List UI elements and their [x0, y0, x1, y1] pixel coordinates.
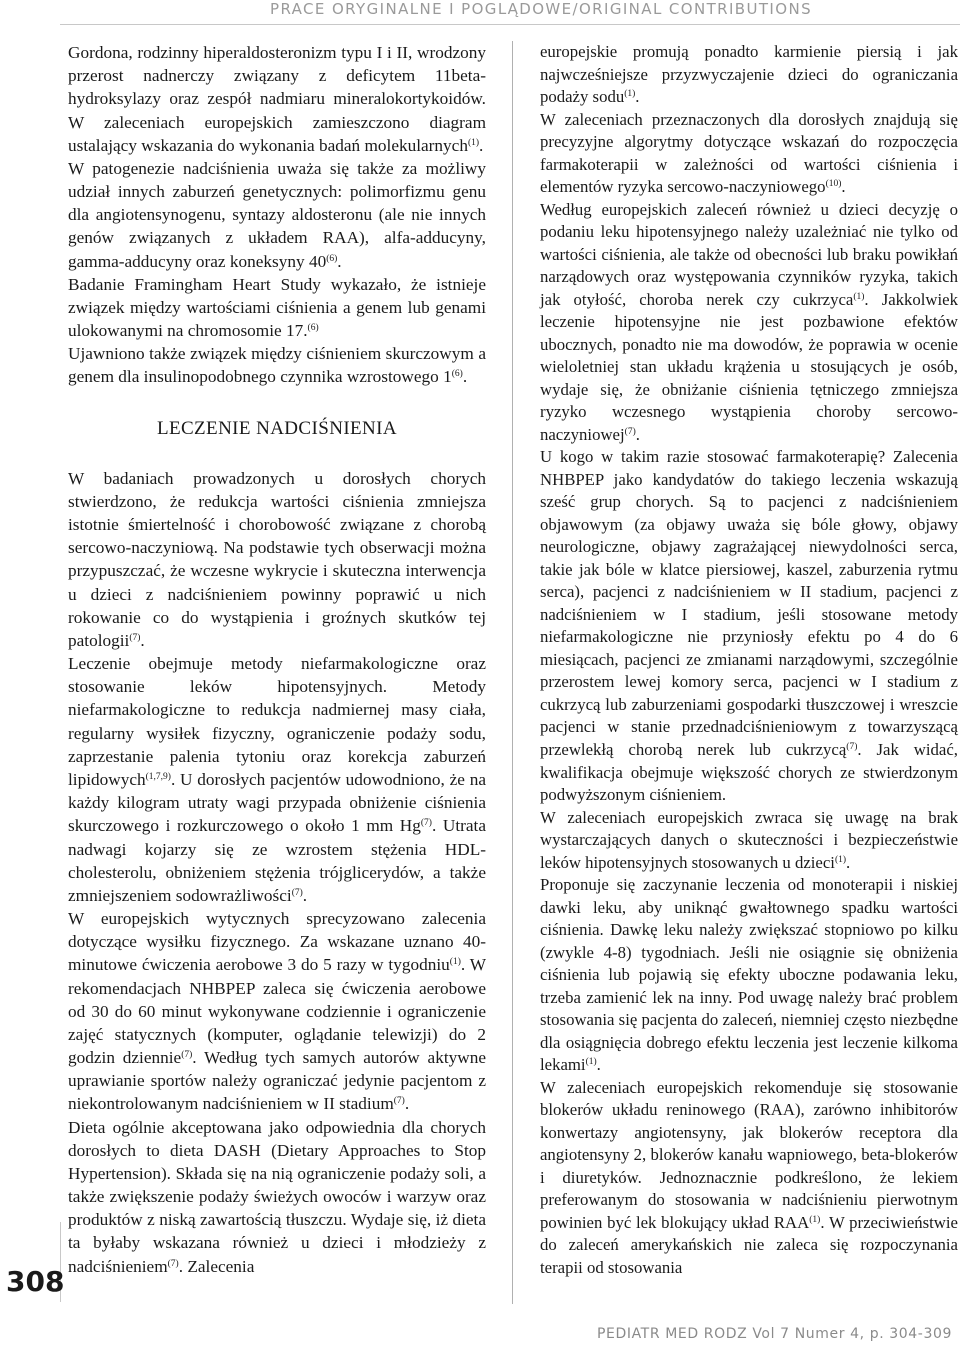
citation-ref: (6) [307, 323, 319, 334]
paragraph-text: . Według tych samych autorów aktywne uprawianie sportów należy ograniczać jedynie pacjentom z niekontrolowanym nadciśnieniem w II stadium [68, 1048, 486, 1114]
paragraph-text: . [140, 630, 145, 650]
citation-ref: (7) [167, 1258, 179, 1269]
body-paragraph [68, 1116, 486, 1278]
paragraph-text: Dieta ogólnie akceptowana jako odpowiednia dla chorych dorosłych to dieta DASH (Dietary Approaches to Stop Hypertension). Składa się na nią ograniczenie podaży soli, a także zwiększenie podaży świeżych owoców i warzyw oraz produktów z niską zawartością tłuszczu. Wydaje się, iż dieta ta byłaby wskazana również u dzieci i młodzieży z nadciśnieniem [68, 1117, 486, 1276]
citation-ref: (10) [825, 179, 842, 190]
paragraph-text: . Zalecenia [178, 1256, 255, 1276]
running-footer: PEDIATR MED RODZ Vol 7 Numer 4, p. 304-309 [597, 1326, 952, 1342]
header-rule [60, 24, 960, 25]
paragraph-text: Leczenie obejmuje metody niefarmakologiczne oraz stosowanie leków hipotensyjnych. Metody niefarmakologiczne to redukcja nadmiernej masy ciała, regularny wysiłek fizyczny, ograniczenie podaży sodu, zaprzestanie palenia tytoniu oraz korekcja zaburzeń lipidowych [68, 654, 486, 789]
column-divider [512, 41, 513, 1304]
paragraph-text: W zaleceniach europejskich zwraca się uwagę na brak wystarczających danych o skuteczności i bezpieczeństwie leków hipotensyjnych stosowanych u dzieci [540, 807, 958, 872]
body-paragraph [68, 467, 486, 652]
paragraph-text: . [596, 1055, 601, 1075]
citation-ref: (7) [291, 887, 303, 898]
left-column-paragraphs [68, 41, 486, 389]
body-paragraph [68, 907, 486, 1116]
citation-ref: (1) [809, 1214, 821, 1225]
page-number: 308 [6, 1265, 65, 1298]
paragraph-text: . Jakkolwiek leczenie hipotensyjne nie jest pozbawione efektów ubocznych, ponadto nie ma dowodów, że poprawia w ocenie wieloletniej stan układu krążenia u stosujących je osób, wydaje się, że obniżanie ciśnienia tętniczego zmniejsza ryzyko wczesnego wystąpienia choroby sercowo-naczyniowej [540, 289, 958, 444]
citation-ref: (1) [585, 1057, 597, 1068]
right-column-paragraphs [540, 41, 958, 1279]
paragraph-text: Ujawniono także związek między ciśnieniem skurczowym a genem dla insulinopodobnego czynnika wzrostowego 1 [68, 344, 486, 387]
citation-ref: (7) [129, 632, 141, 643]
citation-ref: (1) [467, 137, 480, 148]
paragraph-text: . [635, 87, 640, 107]
paragraph-text: . [846, 852, 851, 872]
citation-ref: (7) [420, 818, 432, 829]
citation-ref: (7) [624, 426, 636, 437]
body-paragraph [540, 874, 958, 1077]
citation-ref: (1,7,9) [145, 771, 171, 782]
paragraph-text: . [337, 251, 342, 271]
paragraph-text: europejskie promują ponadto karmienie piersią i jak najwcześniejsze przyzwyczajenie dzieci do ograniczania podaży sodu [540, 42, 958, 107]
paragraph-text: W badaniach prowadzonych u dorosłych chorych stwierdzono, że redukcja wartości ciśnienia zmniejsza istotnie śmiertelność i chorobowość związane z chorobą sercowo-naczyniową. Na podstawie tych obserwacji można przypuszczać, że wczesne wykrycie i skuteczna interwencja u dzieci z nadciśnieniem powinny poprawić u nich rokowanie co do wystąpienia i groźnych skutków tej patologii [68, 468, 486, 650]
paragraph-text: . [841, 177, 846, 197]
body-paragraph [540, 199, 958, 447]
body-paragraph [68, 342, 486, 388]
citation-ref: (6) [451, 369, 463, 380]
paragraph-text: . W rekomendacjach NHBPEP zaleca się ćwiczenia aerobowe od 30 do 60 minut wykonywane codziennie i ograniczenie zajęć statycznych (komputer, oglądanie telewizji) do 2 godzin dziennie [68, 955, 486, 1068]
body-paragraph [540, 1077, 958, 1280]
paragraph-text: Proponuje się zaczynanie leczenia od monoterapii i niskiej dawki leku, aby uniknąć gwałtownego spadku wartości ciśnienia. Dawkę leku należy zwiększać stopniowo po kilku (zwykle 4-8) tygodniach. Jeśli nie osiągnie się obniżenia ciśnienia lub pojawią się efekty uboczne podawania leku, trzeba zamienić lek na inny. Pod uwagę należy brać problem stosowania się pacjenta do zaleceń, niemniej często niezbędne dla osiągnięcia dobrego efektu leczenia jest leczenie kilkoma lekami [540, 875, 958, 1075]
body-paragraph [540, 109, 958, 199]
paragraph-text: W patogenezie nadciśnienia uważa się także za możliwy udział innych zaburzeń genetycznych: polimorfizmu genu dla angiotensynogenu, syntazy aldosteronu (ale nie innych genów związanych z układem RAA), alfa-adducyny, gamma-adducyny oraz koneksyny 40 [68, 158, 486, 271]
left-column [68, 41, 486, 1278]
body-paragraph [540, 807, 958, 875]
running-header: PRACE ORYGINALNE I POGLĄDOWE/ORIGINAL CONTRIBUTIONS [270, 0, 812, 18]
body-paragraph [68, 157, 486, 273]
paragraph-text: . Jak widać, kwalifikacja obejmuje większość chorych ze stwierdzonym podwyższonym ciśnieniem. [540, 739, 958, 805]
citation-ref: (7) [181, 1050, 193, 1061]
citation-ref: (7) [393, 1096, 405, 1107]
paragraph-text: W zaleceniach przeznaczonych dla dorosłych znajdują się precyzyjne algorytmy dotyczące wskazań do rozpoczęcia farmakoterapii w zależności od wartości ciśnienia i elementów ryzyka sercowo-naczyniowego [540, 109, 958, 197]
paragraph-text: . [302, 885, 308, 905]
paragraph-text: . U dorosłych pacjentów udowodniono, że na każdy kilogram utraty wagi przypada obniżenie ciśnienia skurczowego i rozkurczowego o około 1 mm Hg [68, 769, 486, 836]
body-paragraph [68, 273, 486, 343]
paragraph-text: W europejskich wytycznych sprecyzowano zalecenia dotyczące wysiłku fizycznego. Za wskazane uznano 40-minutowe ćwiczenia aerobowe 3 do 5 razy w tygodniu [68, 909, 486, 975]
section-title: LECZENIE NADCIŚNIENIA [156, 417, 398, 439]
body-paragraph [540, 41, 958, 109]
paragraph-text: . [404, 1094, 410, 1114]
citation-ref: (1) [834, 854, 847, 865]
paragraph-text: . W przeciwieństwie do zaleceń amerykańskich nie zaleca się rozpoczynania terapii od stosowania [540, 1212, 958, 1277]
citation-ref: (6) [326, 253, 338, 264]
body-paragraph [68, 41, 486, 157]
paragraph-text: Gordona, rodzinny hiperaldosteronizm typu I i II, wrodzony przerost nadnerczy związany z deficytem 11beta-hydroksylazy oraz zespół nadmiaru mineralokortykoidów. W zaleceniach europejskich zamieszczono diagram ustalający wskazania do wykonania badań molekularnych [68, 43, 486, 155]
body-paragraph [68, 652, 486, 907]
citation-ref: (1) [449, 957, 461, 968]
citation-ref: (1) [853, 291, 865, 302]
paragraph-text: . Utrata nadwagi kojarzy się ze wzrostem stężenia HDL-cholesterolu, obniżeniem stężenia trójglicerydów, a także zmniejszeniem sodowrażliwości [68, 816, 486, 905]
citation-ref: (1) [624, 89, 636, 100]
right-column [540, 41, 958, 1279]
paragraph-text: U kogo w takim razie stosować farmakoterapię? Zalecenia NHBPEP jako kandydatów do takiego leczenia wskazują sześć grup chorych. Są to pacjenci z nadciśnieniem objawowym (za objawy uważa się bóle głowy, objawy neurologiczne, objawy zagrażającej niewydolności serca, takie jak bóle w klatce piersiowej, kaszel, zaburzenia rytmu serca), pacjenci z nadciśnieniem w II stadium, pacjenci z nadciśnieniem w I stadium, jeśli stosowane metody niefarmakologiczne nie przyniosły efektu po 4 do 6 miesiącach, pacjenci ze zmianami narządowymi, szczególnie przerostem lewej komory serca, pacjenci w I stadium z cukrzycą lub zaburzeniami gospodarki tłuszczowej i wreszcie pacjenci w stanie przednadciśnieniowym z towarzyszącą przewlekłą chorobą nerek lub cukrzycą [540, 447, 958, 759]
left-column-section-paragraphs [68, 467, 486, 1278]
body-paragraph [540, 446, 958, 806]
citation-ref: (7) [846, 741, 858, 752]
paragraph-text: . [635, 424, 640, 444]
paragraph-text: Badanie Framingham Heart Study wykazało, że istnieje związek między wartościami ciśnienia a genem lub genami ulokowanymi na chromosomie 17. [68, 274, 486, 341]
paragraph-text: . [462, 367, 468, 387]
paragraph-text: W zaleceniach europejskich rekomenduje się stosowanie blokerów układu reninowego (RAA), zarówno inhibitorów konwertazy angiotensyny, jak blokerów receptora dla angiotensyny 2, blokerów kanału wapniowego, beta-blokerów i diuretyków. Jednoznacznie podkreślono, że lekiem preferowanym do stosowania w nadciśnieniu pierwotnym powinien być lek blokujący układ RAA [540, 1077, 958, 1232]
paragraph-text: . [479, 135, 484, 155]
paragraph-text: Według europejskich zaleceń również u dzieci decyzję o podaniu leku hipotensyjnego należy uzależniać nie tylko od wartości ciśnienia, ale także od obecności lub braku powikłań narządowych oraz występowania czynników ryzyka, takich jak otyłość, choroba nerek czy cukrzyca [540, 199, 958, 309]
